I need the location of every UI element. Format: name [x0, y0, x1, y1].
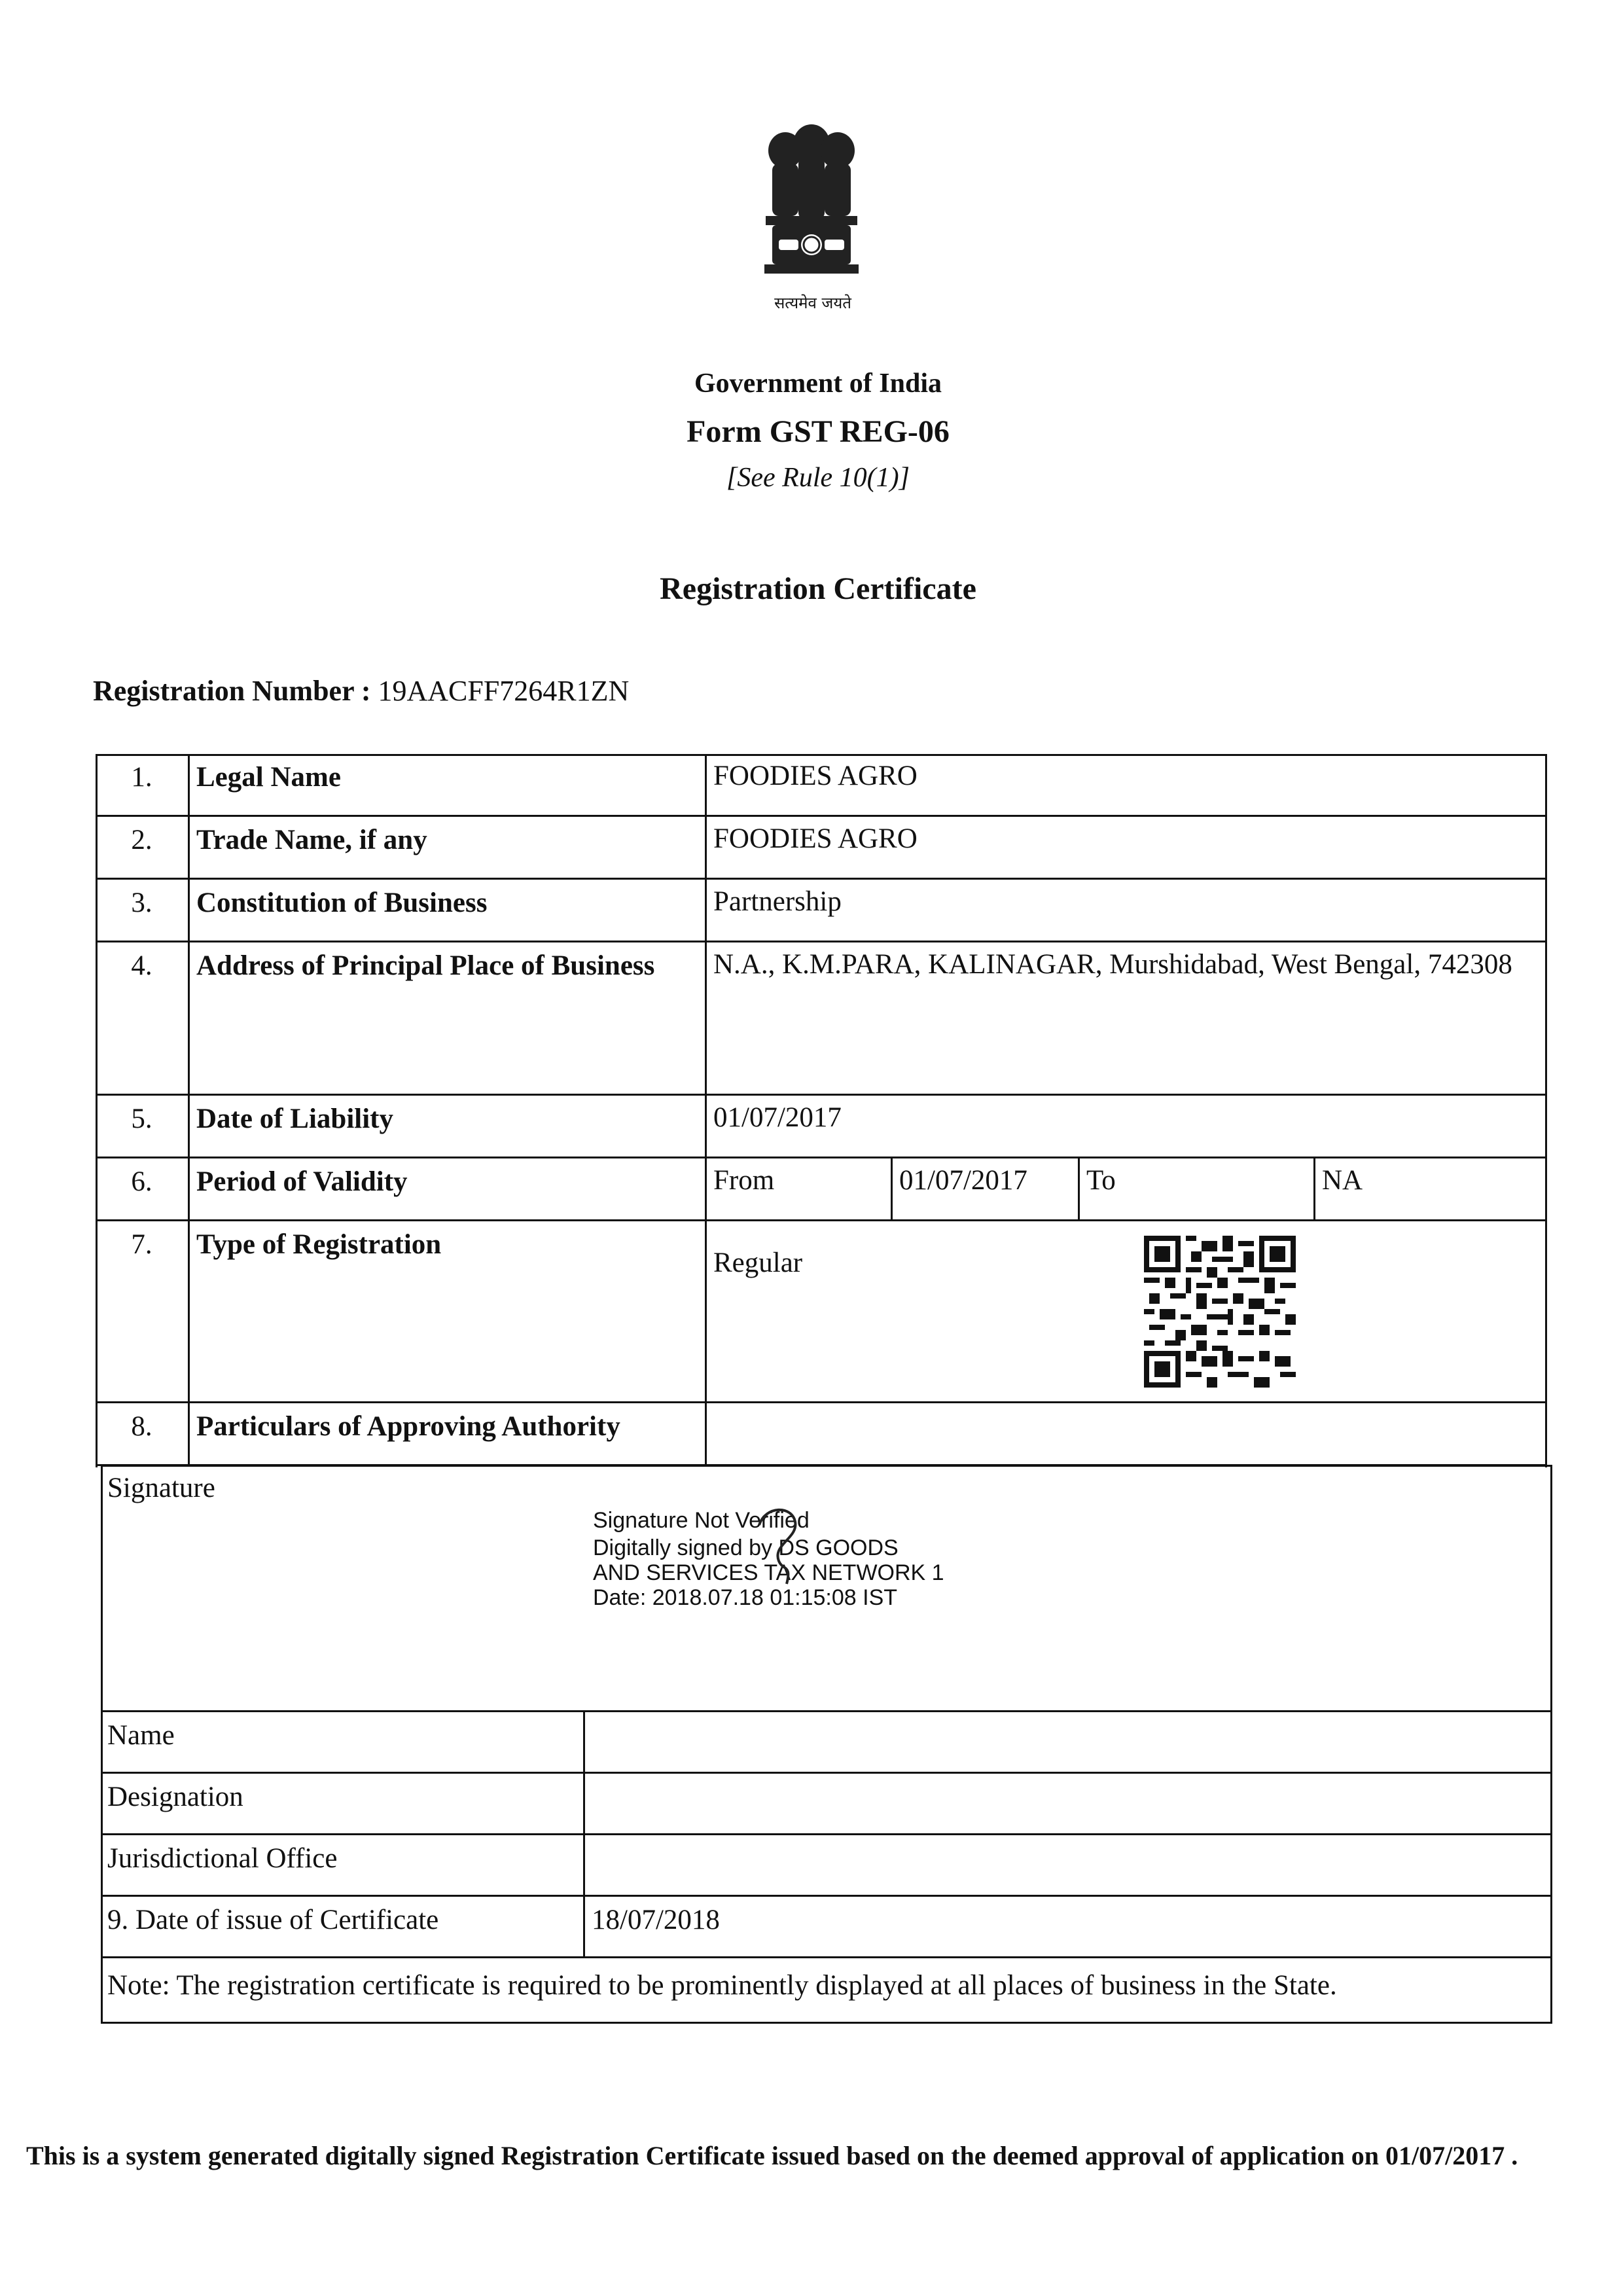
signature-label: Signature: [107, 1473, 215, 1503]
signature-status: Signature Not Verified: [593, 1508, 810, 1533]
row-label: [190, 1403, 707, 1466]
legal-name-value: FOODIES AGRO: [707, 754, 1547, 817]
certificate-title: Registration Certificate: [660, 571, 976, 606]
row-label: [190, 754, 707, 817]
signature-check-icon: [746, 1499, 812, 1604]
address-value: N.A., K.M.PARA, KALINAGAR, Murshidabad, West Bengal, 742308: [707, 942, 1547, 1096]
type-of-registration-label: Type of Registration: [196, 1229, 442, 1260]
row-number: 7.: [96, 1221, 190, 1403]
jurisdictional-office-value: [585, 1835, 1552, 1897]
row-number: 3.: [96, 880, 190, 942]
jurisdictional-office-label: Jurisdictional Office: [101, 1835, 585, 1897]
trade-name-value: FOODIES AGRO: [707, 817, 1547, 880]
row-number: 8.: [96, 1403, 190, 1466]
validity-to-value: NA: [1315, 1158, 1547, 1221]
form-title: Form GST REG-06: [687, 414, 950, 449]
emblem-motto: सत्यमेव जयते: [774, 294, 851, 312]
registration-number-label: Registration Number :: [93, 675, 371, 707]
validity-from-value: 01/07/2017: [893, 1158, 1080, 1221]
period-of-validity-label: Period of Validity: [196, 1166, 408, 1197]
row-number: 2.: [96, 817, 190, 880]
row-number: 6.: [96, 1158, 190, 1221]
row-label: [190, 817, 707, 880]
row-number: 5.: [96, 1096, 190, 1158]
designation-label: Designation: [101, 1774, 585, 1835]
type-of-registration-cell: [707, 1221, 1547, 1403]
signature-date: Date: 2018.07.18 01:15:08 IST: [593, 1585, 898, 1610]
address-label: Address of Principal Place of Business: [196, 950, 655, 981]
date-of-issue-label: 9. Date of issue of Certificate: [101, 1897, 585, 1958]
date-of-liability-value: 01/07/2017: [707, 1096, 1547, 1158]
approving-authority-value: [707, 1403, 1547, 1466]
qr-code-icon: [1144, 1236, 1296, 1388]
registration-number-line: [93, 674, 629, 708]
row-label: [190, 1096, 707, 1158]
type-of-registration-value: Regular: [713, 1247, 803, 1278]
approving-authority-label: Particulars of Approving Authority: [196, 1411, 620, 1442]
row-label: [190, 942, 707, 1096]
note-text: Note: The registration certificate is required to be prominently displayed at all places of business in the State.: [107, 1970, 1337, 2001]
registration-number-value: 19AACFF7264R1ZN: [378, 675, 630, 707]
government-heading: Government of India: [694, 368, 942, 399]
constitution-label: Constitution of Business: [196, 888, 488, 918]
constitution-value: Partnership: [707, 880, 1547, 942]
date-of-issue-value: 18/07/2018: [585, 1897, 1552, 1958]
date-of-liability-label: Date of Liability: [196, 1103, 393, 1134]
signature-signed-by: Digitally signed by DS GOODS: [593, 1535, 899, 1560]
validity-from-label: From: [707, 1158, 893, 1221]
row-label: [190, 880, 707, 942]
legal-name-label: Legal Name: [196, 762, 341, 793]
name-label: Name: [101, 1712, 585, 1774]
system-generated-footer: This is a system generated digitally signed Registration Certificate issued based on the deemed approval of application on 01/07/2017 .: [26, 2141, 1518, 2170]
row-label: [190, 1221, 707, 1403]
row-number: 1.: [96, 754, 190, 817]
row-label: [190, 1158, 707, 1221]
designation-value: [585, 1774, 1552, 1835]
trade-name-label: Trade Name, if any: [196, 825, 427, 855]
validity-to-label: To: [1080, 1158, 1315, 1221]
national-emblem-icon: [753, 124, 870, 295]
rule-reference: [See Rule 10(1)]: [726, 463, 910, 493]
name-value: [585, 1712, 1552, 1774]
signature-signer-org: AND SERVICES TAX NETWORK 1: [593, 1560, 944, 1585]
row-number: 4.: [96, 942, 190, 1096]
digital-signature-block: [593, 1508, 1051, 1610]
